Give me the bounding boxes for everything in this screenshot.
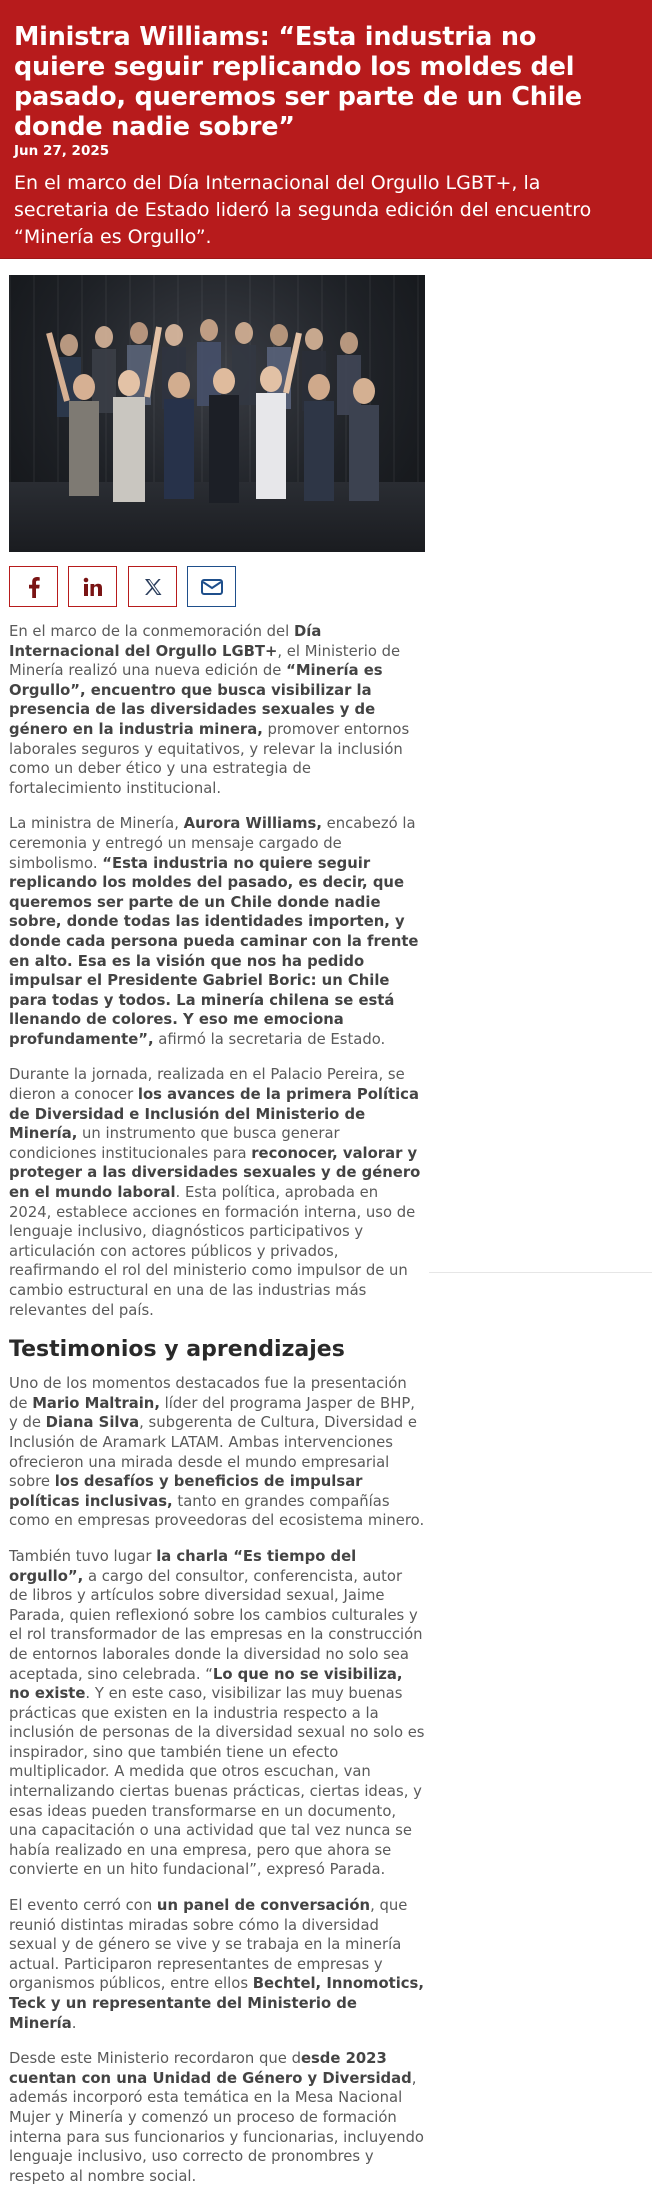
emphasis-text: “Minería es Orgullo”, encuentro que busca visibilizar la presencia de las diversidades sexuales y de género en la industria minera, [9, 662, 383, 738]
emphasis-text: Mario Maltrain, [32, 1394, 160, 1412]
body-text: , el Ministerio de Minería realizó una nueva edición de [9, 642, 401, 680]
body-text: tanto en grandes compañías como en empresas proveedoras del ecosistema minero. [9, 1492, 425, 1530]
article-header [0, 0, 652, 259]
emphasis-text: un panel de conversación [156, 1897, 371, 1915]
paragraph-7 [9, 2049, 425, 2186]
body-text: , subgerenta de Cultura, Diversidad e Inclusión de Aramark LATAM. Ambas intervenciones ofrecieron una mirada desde el mundo empresarial sobre [9, 1414, 418, 1491]
body-text: . Y en este caso, visibilizar las muy buenas prácticas que existen en la industria respecto a la inclusión de personas de la diversidad sexual no solo es inspirador, sino que también tiene un efecto multiplicador. A medida que otros escuchan, van internalizando ciertas buenas prácticas, ciertas ideas, y esas ideas pueden transformarse en un documento, una capacitación o una actividad que tal vez nunca se había realizado en una empresa, pero que ahora se convierte en un hito fundacional”, expresó Parada. [9, 1685, 425, 1879]
emphasis-text: Bechtel, Innomotics, Teck y un representante del Ministerio de Minería [9, 1975, 424, 2032]
share-email-button[interactable] [187, 566, 236, 607]
x-icon [143, 577, 163, 597]
paragraph-4 [9, 1374, 425, 1531]
body-text: promover entornos laborales seguros y equitativos, y relevar la inclusión como un deber ético y una estrategia de fortalecimiento institucional. [9, 720, 410, 797]
body-text: afirmó la secretaria de Estado. [153, 1030, 386, 1048]
publish-date: Jun 27, 2025 [14, 143, 110, 159]
body-text: La ministra de Minería, [9, 815, 184, 833]
body-text: , además incorporó esta temática en la Mesa Nacional Mujer y Minería y comenzó un proceso de formación interna para sus funcionarios y funcionarias, incluyendo lenguaje inclusivo, uso correcto de pronombres y respeto al nombre social. [9, 2069, 424, 2185]
body-text: encabezó la ceremonia y entregó un mensaje cargado de simbolismo. [9, 815, 416, 872]
body-text: Uno de los momentos destacados fue la presentación de [9, 1375, 407, 1412]
article-title: Ministra Williams: “Esta industria no quiere seguir replicando los moldes del pasado, queremos ser parte de un Chile donde nadie sobre” [14, 22, 582, 142]
emphasis-text: “Esta industria no quiere seguir replicando los moldes del pasado, es decir, que queremos ser parte de un Chile donde nadie sobre, donde todas las identidades importen, y donde cada persona pueda caminar con la frente en alto. Esa es la visión que nos ha pedido impulsar el Presidente Gabriel Boric: un Chile para todas y todos. La minería chilena se está llenando de colores. Y eso me emociona profundamente”, [9, 854, 419, 1048]
emphasis-text: Aurora Williams, [183, 815, 322, 833]
crowd-illustration [9, 275, 425, 552]
paragraph-3 [9, 1065, 425, 1320]
body-text: , que reunió distintas miradas sobre cómo la diversidad sexual y de género se vive y se trabaja en la minería actual. Participaron representantes de empresas y organismos públicos, entre ellos [9, 1897, 408, 1993]
body-text: un instrumento que busca generar condiciones institucionales para [9, 1125, 340, 1162]
emphasis-text: reconocer, valorar y proteger a las diversidades sexuales y de género en el mundo laboral [9, 1144, 421, 1202]
paragraph-6 [9, 1896, 425, 2033]
linkedin-icon [83, 577, 103, 597]
paragraph-2 [9, 814, 425, 1049]
body-text: líder del programa Jasper de BHP, y de [9, 1394, 415, 1432]
share-x-button[interactable] [128, 566, 177, 607]
body-text: Durante la jornada, realizada en el Palacio Pereira, se dieron a conocer [9, 1066, 405, 1104]
share-facebook-button[interactable] [9, 566, 58, 607]
body-text: El evento cerró con [9, 1897, 157, 1915]
facebook-icon [27, 576, 41, 598]
emphasis-text: esde 2023 cuentan con una Unidad de Género y Diversidad [9, 2050, 412, 2087]
body-text: . [71, 2014, 77, 2032]
mail-icon [201, 579, 223, 595]
event-group-photo [9, 275, 425, 552]
body-text: . Esta política, aprobada en 2024, establece acciones en formación interna, uso de lenguaje inclusivo, diagnósticos participativos y articulación con actores públicos y privados, reafirmando el rol del ministerio como impulsor de un cambio estructural en una de las industrias más relevantes del país. [9, 1184, 416, 1319]
article-body [9, 622, 425, 2202]
body-text: También tuvo lugar [9, 1547, 157, 1565]
body-text: Desde este Ministerio recordaron que d [9, 2050, 301, 2068]
emphasis-text: Diana Silva [45, 1414, 140, 1432]
paragraph-5 [9, 1547, 425, 1880]
section-heading: Testimonios y aprendizajes [9, 1337, 345, 1363]
body-text: a cargo del consultor, conferencista, autor de libros y artículos sobre diversidad sexual, Jaime Parada, quien reflexionó sobre los cambios culturales y el rol transformador de las empresas en la construcción de entornos laborales donde la diversidad no solo sea aceptada, sino celebrada. “ [9, 1567, 423, 1683]
emphasis-text: Lo que no se visibiliza, no existe [9, 1665, 403, 1703]
emphasis-text: los avances de la primera Política de Diversidad e Inclusión del Ministerio de Minería, [9, 1086, 419, 1143]
emphasis-text: la charla “Es tiempo del orgullo”, [9, 1547, 357, 1585]
emphasis-text: los desafíos y beneficios de impulsar políticas inclusivas, [9, 1473, 363, 1510]
share-linkedin-button[interactable] [68, 566, 117, 607]
emphasis-text: Día Internacional del Orgullo LGBT+ [9, 623, 322, 660]
section-divider-line [429, 1272, 652, 1273]
body-text: En el marco de la conmemoración del [9, 623, 294, 640]
article-lead: En el marco del Día Internacional del Orgullo LGBT+, la secretaria de Estado lideró la segunda edición del encuentro “Minería es Orgullo”. [14, 172, 592, 248]
paragraph-1 [9, 622, 425, 798]
